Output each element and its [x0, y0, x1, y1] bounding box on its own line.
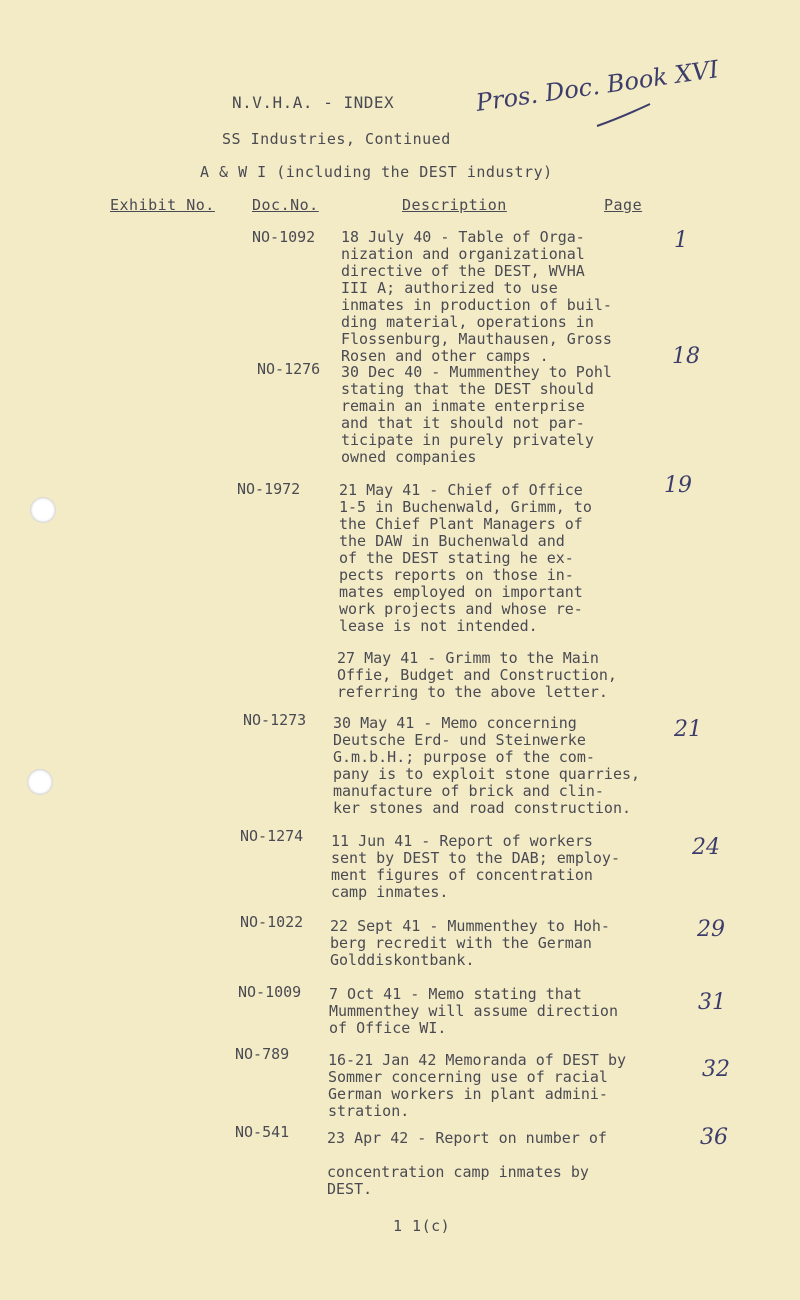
page-footer-reference: 1 1(c): [393, 1217, 451, 1235]
doc-number: NO-1009: [238, 983, 302, 1001]
section-heading: A & W I (including the DEST industry): [200, 163, 553, 181]
entry-description: 22 Sept 41 - Mummenthey to Hoh- berg recredit with the German Golddiskontbank.: [330, 917, 610, 969]
entry-description: 16-21 Jan 42 Memoranda of DEST by Sommer concerning use of racial German workers in plant admini- stration.: [328, 1051, 627, 1120]
handwritten-page-number: 1: [674, 228, 688, 253]
doc-number: NO-1092: [252, 228, 316, 246]
punch-hole-top: [30, 497, 56, 523]
handwritten-underline-mark: [595, 100, 655, 130]
doc-number: NO-1276: [257, 360, 321, 378]
doc-number: NO-1273: [243, 711, 307, 729]
document-subtitle: SS Industries, Continued: [222, 130, 451, 148]
handwritten-book-note: Pros. Doc. Book XVI: [474, 55, 721, 117]
handwritten-page-number: 19: [664, 473, 692, 498]
entry-description: 18 July 40 - Table of Orga- nization and organizational directive of the DEST, WVHA III A; authorized to use inmates in production of buil- ding material, operations in Flossenburg, Mauthausen, Gross Rosen and other camps .: [341, 228, 612, 365]
entry-description: 21 May 41 - Chief of Office 1-5 in Buchenwald, Grimm, to the Chief Plant Managers of the DAW in Buchenwald and of the DEST stating he ex- pects reports on those in- mates employed on important work projects and whose re- lease is not intended.: [339, 481, 592, 635]
handwritten-page-number: 21: [674, 717, 702, 742]
handwritten-page-number: 18: [672, 344, 700, 369]
handwritten-page-number: 32: [702, 1057, 730, 1082]
handwritten-page-number: 24: [692, 835, 720, 860]
entry-description: 11 Jun 41 - Report of workers sent by DEST to the DAB; employ- ment figures of concentration camp inmates.: [331, 832, 620, 901]
doc-number: NO-789: [235, 1045, 290, 1063]
doc-number: NO-541: [235, 1123, 290, 1141]
doc-number: NO-1274: [240, 827, 304, 845]
entry-description: 23 Apr 42 - Report on number of concentration camp inmates by DEST.: [327, 1129, 607, 1198]
column-header-page: Page: [604, 196, 643, 214]
document-title: N.V.H.A. - INDEX: [232, 93, 395, 112]
entry-description: 30 Dec 40 - Mummenthey to Pohl stating that the DEST should remain an inmate enterprise and that it should not par- ticipate in purely privately owned companies: [341, 363, 612, 466]
entry-description: 30 May 41 - Memo concerning Deutsche Erd- und Steinwerke G.m.b.H.; purpose of the com- pany is to exploit stone quarries, manufacture of brick and clin- ker stones and road construction.: [333, 714, 641, 817]
doc-number: NO-1022: [240, 913, 304, 931]
column-header-doc: Doc.No.: [252, 196, 319, 214]
entry-description: 7 Oct 41 - Memo stating that Mummenthey will assume direction of Office WI.: [329, 985, 618, 1037]
doc-number: NO-1972: [237, 480, 301, 498]
handwritten-page-number: 29: [697, 917, 725, 942]
handwritten-page-number: 31: [698, 990, 726, 1015]
punch-hole-bottom: [27, 769, 53, 795]
entry-description-continued: 27 May 41 - Grimm to the Main Offie, Budget and Construction, referring to the above letter.: [337, 649, 617, 701]
column-header-description: Description: [402, 196, 507, 214]
column-header-exhibit: Exhibit No.: [110, 196, 215, 214]
handwritten-page-number: 36: [700, 1125, 728, 1150]
